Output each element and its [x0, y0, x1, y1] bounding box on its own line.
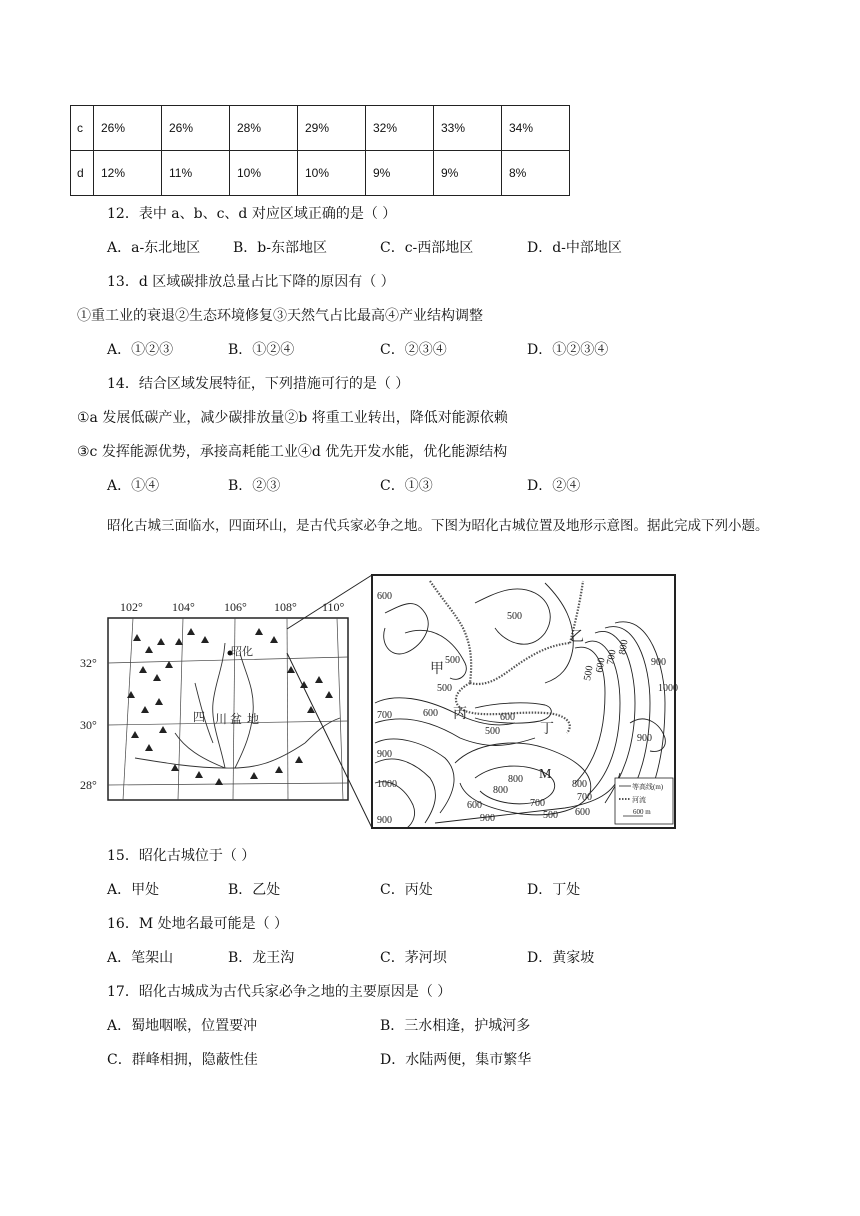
- place-m: M: [539, 767, 552, 782]
- question-15-stem: 15．昭化古城位于（ ）: [107, 848, 256, 864]
- basin-char: 地: [247, 712, 260, 726]
- table-cell: 33%: [434, 106, 502, 151]
- table-cell: 10%: [298, 151, 366, 196]
- question-16-stem: 16．M 处地名最可能是（ ）: [107, 916, 289, 932]
- contour-label: 800: [617, 638, 631, 656]
- table-row: [71, 151, 570, 196]
- table-cell: 32%: [366, 106, 434, 151]
- contour-label: 900: [377, 815, 392, 826]
- q15-option-a[interactable]: A．甲处: [107, 882, 160, 898]
- contour-label: 900: [651, 657, 666, 668]
- contour-label: 700: [530, 798, 545, 809]
- table-row: [71, 106, 570, 151]
- contour-label: 700: [605, 648, 619, 666]
- contour-label: 600: [594, 656, 608, 674]
- q13-option-d[interactable]: D．①②③④: [527, 342, 609, 358]
- question-17-stem: 17．昭化古城成为古代兵家必争之地的主要原因是（ ）: [107, 984, 452, 1000]
- contour-label: 1000: [377, 779, 397, 790]
- legend-contour: 等高线(m): [632, 783, 664, 791]
- table-cell: 12%: [94, 151, 162, 196]
- table-cell: 11%: [162, 151, 230, 196]
- table-cell: 9%: [434, 151, 502, 196]
- longitude-label: 102°: [120, 600, 143, 614]
- passage-intro: 昭化古城三面临水，四面环山，是古代兵家必争之地。下图为昭化古城位置及地形示意图。据此完成下列小题。: [107, 518, 769, 534]
- latitude-label: 30°: [80, 718, 97, 732]
- table-cell: 28%: [230, 106, 298, 151]
- q17-option-a[interactable]: A．蜀地咽喉，位置要冲: [107, 1018, 258, 1034]
- q17-option-b[interactable]: B．三水相逢，护城河多: [380, 1018, 531, 1034]
- contour-label: 700: [577, 792, 592, 803]
- q16-option-d[interactable]: D．黄家坡: [527, 950, 595, 966]
- contour-label: 500: [543, 810, 558, 821]
- contour-label: 500: [437, 683, 452, 694]
- zhaohua-label: 昭化: [231, 646, 253, 658]
- contour-label: 600: [467, 800, 482, 811]
- q16-option-b[interactable]: B．龙王沟: [228, 950, 295, 966]
- q17-option-d[interactable]: D．水陆两便，集市繁华: [380, 1052, 532, 1068]
- question-14-stem: 14．结合区域发展特征，下列措施可行的是（ ）: [107, 376, 410, 392]
- contour-label: 600: [377, 591, 392, 602]
- map-legend: [615, 778, 673, 824]
- place-yi: 乙: [570, 630, 584, 645]
- place-jia: 甲: [430, 662, 444, 677]
- table-cell: 10%: [230, 151, 298, 196]
- table-cell: 26%: [162, 106, 230, 151]
- q13-statements: ①重工业的衰退②生态环境修复③天然气占比最高④产业结构调整: [77, 308, 483, 324]
- contour-label: 900: [377, 749, 392, 760]
- latitude-label: 28°: [80, 778, 97, 792]
- row-label: d: [71, 151, 94, 196]
- table-cell: 34%: [502, 106, 570, 151]
- q15-option-c[interactable]: C．丙处: [380, 882, 433, 898]
- q13-option-a[interactable]: A．①②③: [107, 342, 174, 358]
- longitude-label: 108°: [274, 600, 297, 614]
- q14-option-b[interactable]: B．②③: [228, 478, 281, 494]
- basin-char: 川: [215, 712, 228, 726]
- table-cell: 29%: [298, 106, 366, 151]
- q14-option-a[interactable]: A．①④: [107, 478, 160, 494]
- q14-option-c[interactable]: C．①③: [380, 478, 433, 494]
- contour-label: 600: [575, 807, 590, 818]
- q14-statements-2: ③c 发挥能源优势，承接高耗能工业④d 优先开发水能，优化能源结构: [77, 444, 508, 460]
- q14-option-d[interactable]: D．②④: [527, 478, 581, 494]
- contour-label: 1000: [658, 683, 678, 694]
- contour-label: 600: [423, 708, 438, 719]
- question-12-stem: 12．表中 a、b、c、d 对应区域正确的是（ ）: [107, 206, 397, 222]
- terrain-map: [372, 575, 678, 828]
- contour-label: 800: [508, 774, 523, 785]
- q15-option-b[interactable]: B．乙处: [228, 882, 281, 898]
- table-cell: 8%: [502, 151, 570, 196]
- contour-label: 500: [445, 655, 460, 666]
- basin-char: 四: [193, 710, 206, 724]
- longitude-label: 104°: [172, 600, 195, 614]
- table-cell: 9%: [366, 151, 434, 196]
- contour-label: 500: [582, 664, 596, 682]
- q16-option-c[interactable]: C．茅河坝: [380, 950, 447, 966]
- location-map: [80, 600, 348, 800]
- q12-option-b[interactable]: B．b-东部地区: [233, 240, 327, 256]
- row-label: c: [71, 106, 94, 151]
- place-bing: 丙: [453, 707, 467, 722]
- q13-option-b[interactable]: B．①②④: [228, 342, 295, 358]
- contour-label: 500: [507, 611, 522, 622]
- contour-label: 800: [572, 779, 587, 790]
- q15-option-d[interactable]: D．丁处: [527, 882, 581, 898]
- q17-option-c[interactable]: C．群峰相拥，隐蔽性佳: [107, 1052, 258, 1068]
- longitude-label: 110°: [322, 600, 345, 614]
- longitude-label: 106°: [224, 600, 247, 614]
- q12-option-a[interactable]: A．a-东北地区: [107, 240, 201, 256]
- carbon-share-table: [70, 105, 570, 196]
- contour-label: 600: [500, 712, 515, 723]
- legend-river: 河流: [632, 796, 646, 804]
- q16-option-a[interactable]: A．笔架山: [107, 950, 174, 966]
- place-ding: 丁: [540, 722, 554, 737]
- q14-statements-1: ①a 发展低碳产业，减少碳排放量②b 将重工业转出，降低对能源依赖: [77, 410, 508, 426]
- contour-label: 800: [493, 785, 508, 796]
- contour-label: 500: [485, 726, 500, 737]
- basin-char: 盆: [230, 712, 243, 726]
- contour-label: 900: [637, 733, 652, 744]
- legend-scale: 600 m: [633, 808, 651, 816]
- contour-label: 700: [377, 710, 392, 721]
- question-13-stem: 13．d 区域碳排放总量占比下降的原因有（ ）: [107, 274, 395, 290]
- contour-label: 900: [480, 813, 495, 824]
- q12-option-d[interactable]: D．d-中部地区: [527, 240, 622, 256]
- table-cell: 26%: [94, 106, 162, 151]
- latitude-label: 32°: [80, 656, 97, 670]
- zhaohua-location-terrain-figure: [75, 573, 680, 833]
- q12-option-c[interactable]: C．c-西部地区: [380, 240, 474, 256]
- q13-option-c[interactable]: C．②③④: [380, 342, 447, 358]
